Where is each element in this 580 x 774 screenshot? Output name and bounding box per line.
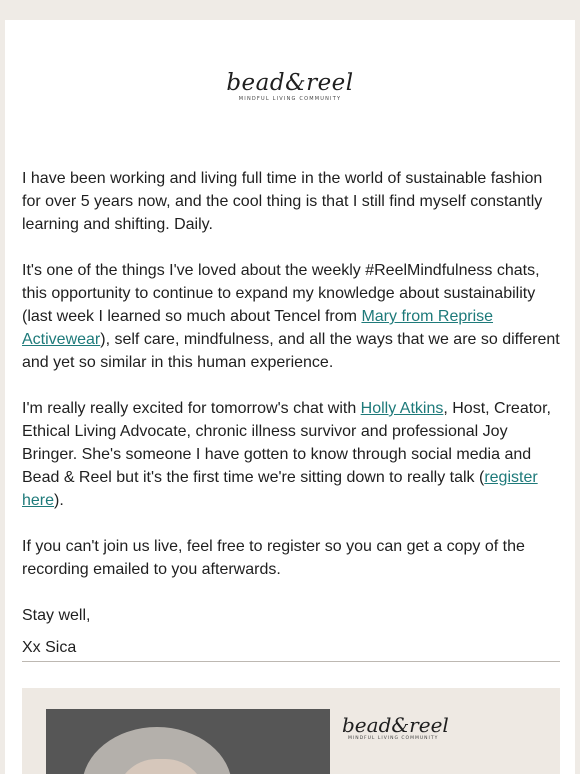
email-card [5, 20, 575, 774]
link-holly-atkins[interactable]: Holly Atkins [360, 400, 444, 417]
signoff: Stay well, [22, 607, 91, 624]
paragraph-recording: If you can't join us live, feel free to register so you can get a copy of the recording emailed to you afterwards. [22, 538, 525, 578]
promo-banner[interactable] [22, 688, 560, 774]
paragraph-intro: I have been working and living full time in the world of sustainable fashion for over 5 years now, and the cool thing is that I still find myself constantly learning and shifting. Daily. [22, 170, 543, 233]
promo-logo-wordmark: bead&reel [342, 713, 449, 737]
paragraph-holly [22, 397, 562, 512]
logo-tagline: MINDFUL LIVING COMMUNITY [238, 96, 342, 102]
promo-brand-logo [342, 714, 449, 741]
promo-logo-tagline: MINDFUL LIVING COMMUNITY [348, 736, 439, 741]
paragraph-holly-text-middle: , Host, Creator, Ethical Living Advocate, chronic illness survivor and professional Joy Bringer. She's someone I have gotten to know through social media and Bead & Reel but it's the first time we're sitting down to really talk ( [22, 400, 551, 486]
paragraph-holly-text-start: I'm really really excited for tomorrow's chat with [22, 400, 361, 417]
section-divider [22, 661, 560, 662]
paragraph-holly-text-end: ). [54, 492, 64, 509]
email-body [22, 167, 562, 682]
paragraph-chats-text-end: ), self care, mindfulness, and all the ways that we are so different and yet so similar in this human experience. [22, 331, 560, 371]
brand-logo[interactable] [5, 70, 575, 102]
signature: Xx Sica [22, 639, 77, 656]
host-photo[interactable] [46, 709, 330, 774]
link-register-here[interactable]: register here [22, 469, 538, 509]
paragraph-chats-text-start: It's one of the things I've loved about the weekly #ReelMindfulness chats, this opportunity to continue to expand my knowledge about sustainability (last week I learned so much about Tencel from [22, 262, 540, 325]
link-mary-reprise[interactable]: Mary from Reprise Activewear [22, 308, 494, 348]
logo-wordmark: bead&reel [226, 70, 354, 96]
paragraph-chats [22, 259, 562, 374]
